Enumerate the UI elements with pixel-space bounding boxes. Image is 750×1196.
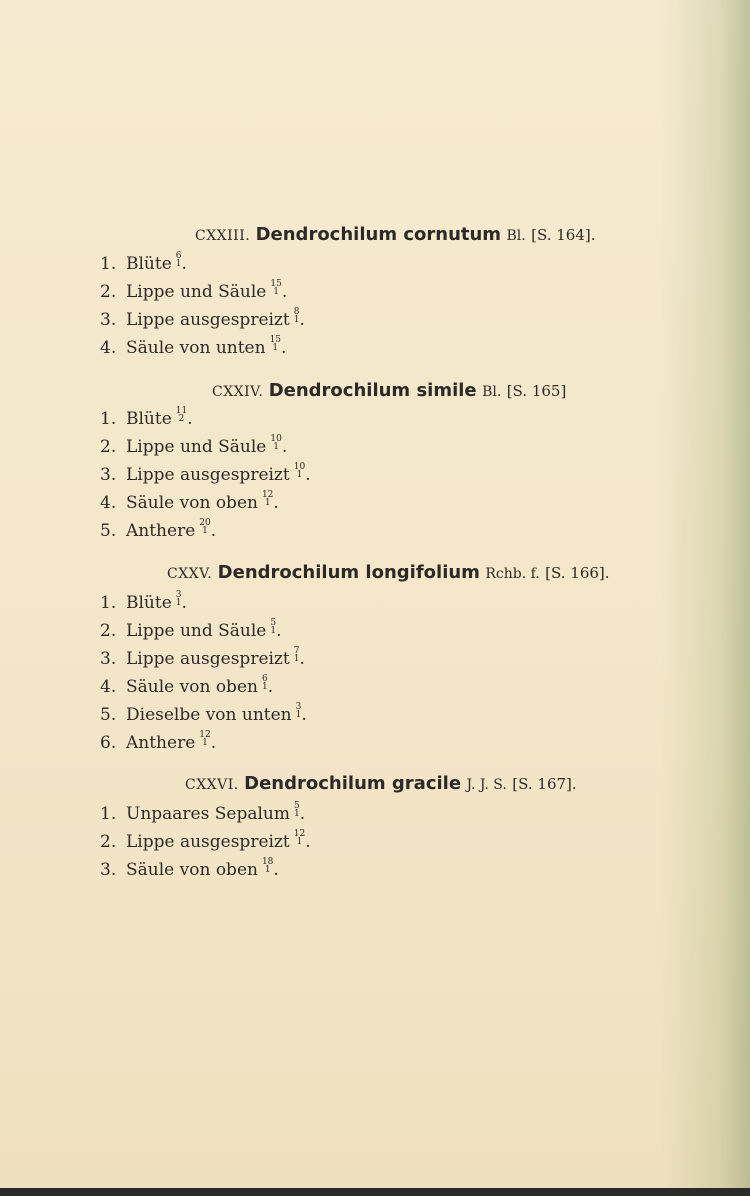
page-reference: [S. 167]. <box>512 775 577 793</box>
magnification: 15 1 <box>269 335 282 353</box>
plate-number: CXXVI. <box>185 777 239 793</box>
species-name: Dendrochilum simile <box>268 380 477 401</box>
magnification: 6 1 <box>261 674 268 692</box>
magnification: 12 1 <box>199 730 211 748</box>
list-item: 3. Säule von oben 18 1 . <box>100 857 279 880</box>
list-item: 1. Blüte 3 1 . <box>100 590 187 613</box>
author-abbrev: Bl. <box>506 228 526 244</box>
list-item: 3. Lippe ausgespreizt 8 1 . <box>100 307 305 330</box>
plate-number: CXXIV. <box>212 384 264 400</box>
page-bottom-edge <box>0 1188 750 1196</box>
magnification: 3 1 <box>175 590 182 608</box>
magnification: 3 1 <box>295 702 302 720</box>
list-item: 2. Lippe ausgespreizt 12 1 . <box>100 829 311 852</box>
list-item: 2. Lippe und Säule 5 1 . <box>100 618 282 641</box>
list-item: 4. Säule von unten 15 1 . <box>100 335 287 358</box>
magnification: 12 1 <box>293 829 306 847</box>
magnification: 20 1 <box>199 518 211 536</box>
section-heading <box>212 380 566 403</box>
magnification: 15 1 <box>270 279 282 297</box>
list-item: 1. Blüte 6 1 . <box>100 251 187 274</box>
section-heading <box>185 773 577 796</box>
section-heading <box>167 562 610 585</box>
author-abbrev: Bl. <box>482 384 502 400</box>
author-abbrev: Rchb. f. <box>485 566 540 582</box>
page-reference: [S. 164]. <box>531 226 596 244</box>
list-item: 5. Anthere 20 1 . <box>100 518 217 541</box>
magnification: 12 1 <box>261 490 274 508</box>
magnification: 8 1 <box>293 307 300 325</box>
magnification: 10 1 <box>293 462 306 480</box>
author-abbrev: J. J. S. <box>466 777 507 793</box>
section-heading <box>195 224 596 247</box>
list-item: 1. Blüte 11 2 . <box>100 406 193 429</box>
magnification: 6 1 <box>175 251 182 269</box>
list-item: 4. Säule von oben 6 1 . <box>100 674 274 697</box>
list-item: 3. Lippe ausgespreizt 10 1 . <box>100 462 311 485</box>
list-item: 2. Lippe und Säule 10 1 . <box>100 434 288 457</box>
plate-number: CXXV. <box>167 566 213 582</box>
plate-number: CXXIII. <box>195 228 251 244</box>
magnification: 5 1 <box>293 801 300 819</box>
species-name: Dendrochilum longifolium <box>217 562 480 583</box>
list-item: 2. Lippe und Säule 15 1 . <box>100 279 288 302</box>
magnification: 10 1 <box>270 434 282 452</box>
list-item: 3. Lippe ausgespreizt 7 1 . <box>100 646 305 669</box>
list-item: 5. Dieselbe von unten 3 1 . <box>100 702 307 725</box>
magnification: 11 2 <box>175 406 188 424</box>
magnification: 5 1 <box>270 618 277 636</box>
list-item: 4. Säule von oben 12 1 . <box>100 490 279 513</box>
species-name: Dendrochilum gracile <box>244 773 462 794</box>
magnification: 7 1 <box>293 646 300 664</box>
list-item: 1. Unpaares Sepalum 5 1 . <box>100 801 306 824</box>
magnification: 18 1 <box>261 857 274 875</box>
page-reference: [S. 165] <box>506 382 567 400</box>
page-reference: [S. 166]. <box>545 564 610 582</box>
species-name: Dendrochilum cornutum <box>255 224 502 245</box>
list-item: 6. Anthere 12 1 . <box>100 730 217 753</box>
